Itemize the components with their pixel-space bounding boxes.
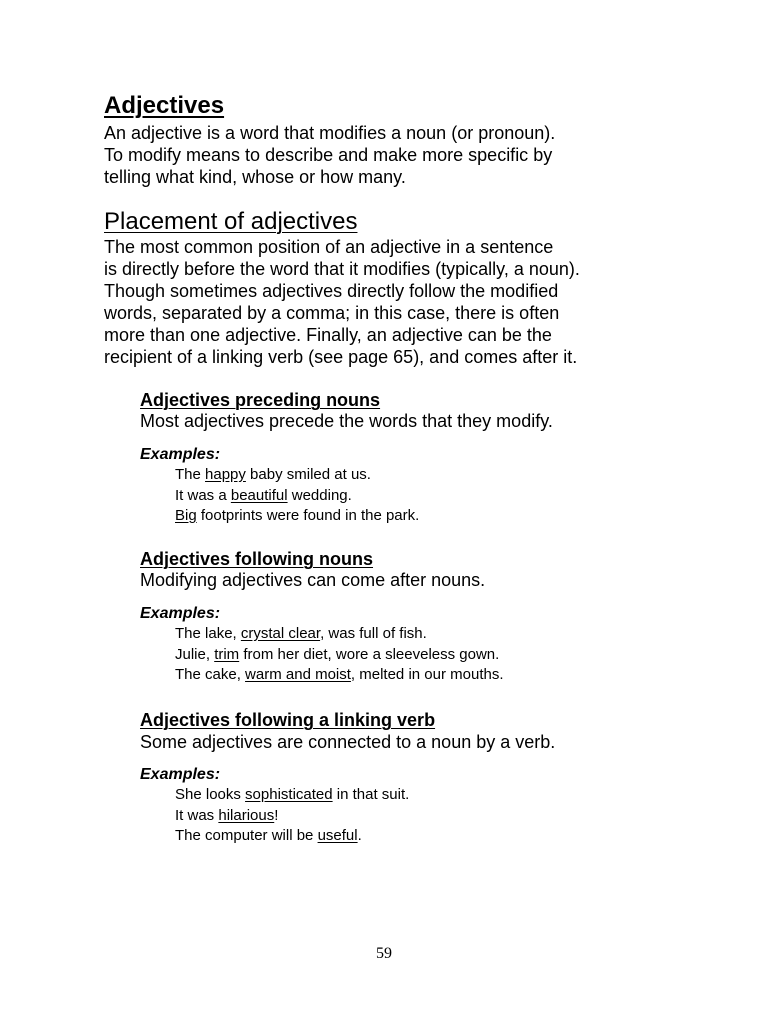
adjective-highlight: hilarious (218, 806, 275, 824)
intro-line: An adjective is a word that modifies a noun (or pronoun). (104, 123, 556, 143)
examples-label: Examples: (140, 446, 221, 463)
placement-line: more than one adjective. Finally, an adjective can be the (104, 325, 552, 345)
section-heading-linking-verb: Adjectives following a linking verb (140, 710, 436, 730)
examples-list-preceding (175, 465, 419, 527)
example-sentence: Julie, trim from her diet, wore a sleeveless gown. (175, 645, 500, 663)
examples-label: Examples: (140, 605, 221, 622)
intro-line: To modify means to describe and make more specific by (104, 145, 553, 165)
example-sentence: The cake, warm and moist, melted in our mouths. (175, 666, 504, 683)
placement-paragraph (104, 236, 704, 368)
placement-line: Though sometimes adjectives directly follow the modified (104, 281, 559, 301)
examples-list-following (175, 624, 504, 686)
examples-list-linking-verb (175, 785, 409, 847)
examples-label: Examples: (140, 766, 221, 783)
intro-line: telling what kind, whose or how many. (104, 167, 406, 187)
adjective-highlight: useful (317, 827, 358, 844)
adjective-highlight: sophisticated (245, 786, 333, 803)
section-heading-following: Adjectives following nouns (140, 549, 374, 569)
placement-line: is directly before the word that it modifies (typically, a noun). (104, 259, 580, 279)
example-sentence: Big footprints were found in the park. (175, 507, 420, 524)
example-sentence: She looks sophisticated in that suit. (175, 786, 410, 803)
section-text-following: Modifying adjectives can come after nouns. (140, 570, 486, 590)
section-heading-preceding: Adjectives preceding nouns (140, 390, 381, 410)
example-sentence: The lake, crystal clear, was full of fish. (175, 625, 427, 642)
example-sentence: The happy baby smiled at us. (175, 466, 371, 483)
placement-line: The most common position of an adjective in a sentence (104, 237, 554, 257)
adjective-highlight: Big (175, 507, 197, 524)
intro-paragraph (104, 122, 704, 188)
example-sentence: It was hilarious! (175, 806, 279, 824)
example-sentence: The computer will be useful. (175, 827, 362, 844)
placement-line: recipient of a linking verb (see page 65), and comes after it. (104, 347, 578, 367)
adjective-highlight: warm and moist (245, 666, 351, 683)
adjective-highlight: happy (205, 466, 246, 483)
adjective-highlight: trim (214, 645, 240, 663)
adjective-highlight: beautiful (230, 486, 288, 504)
section-text-linking-verb: Some adjectives are connected to a noun by a verb. (140, 732, 556, 752)
page-title: Adjectives (104, 92, 225, 119)
example-sentence: It was a beautiful wedding. (175, 486, 352, 504)
placement-heading: Placement of adjectives (104, 208, 358, 235)
placement-line: words, separated by a comma; in this case, there is often (104, 303, 560, 323)
section-text-preceding: Most adjectives precede the words that they modify. (140, 411, 553, 431)
page-number: 59 (376, 945, 392, 962)
adjective-highlight: crystal clear (240, 625, 321, 642)
